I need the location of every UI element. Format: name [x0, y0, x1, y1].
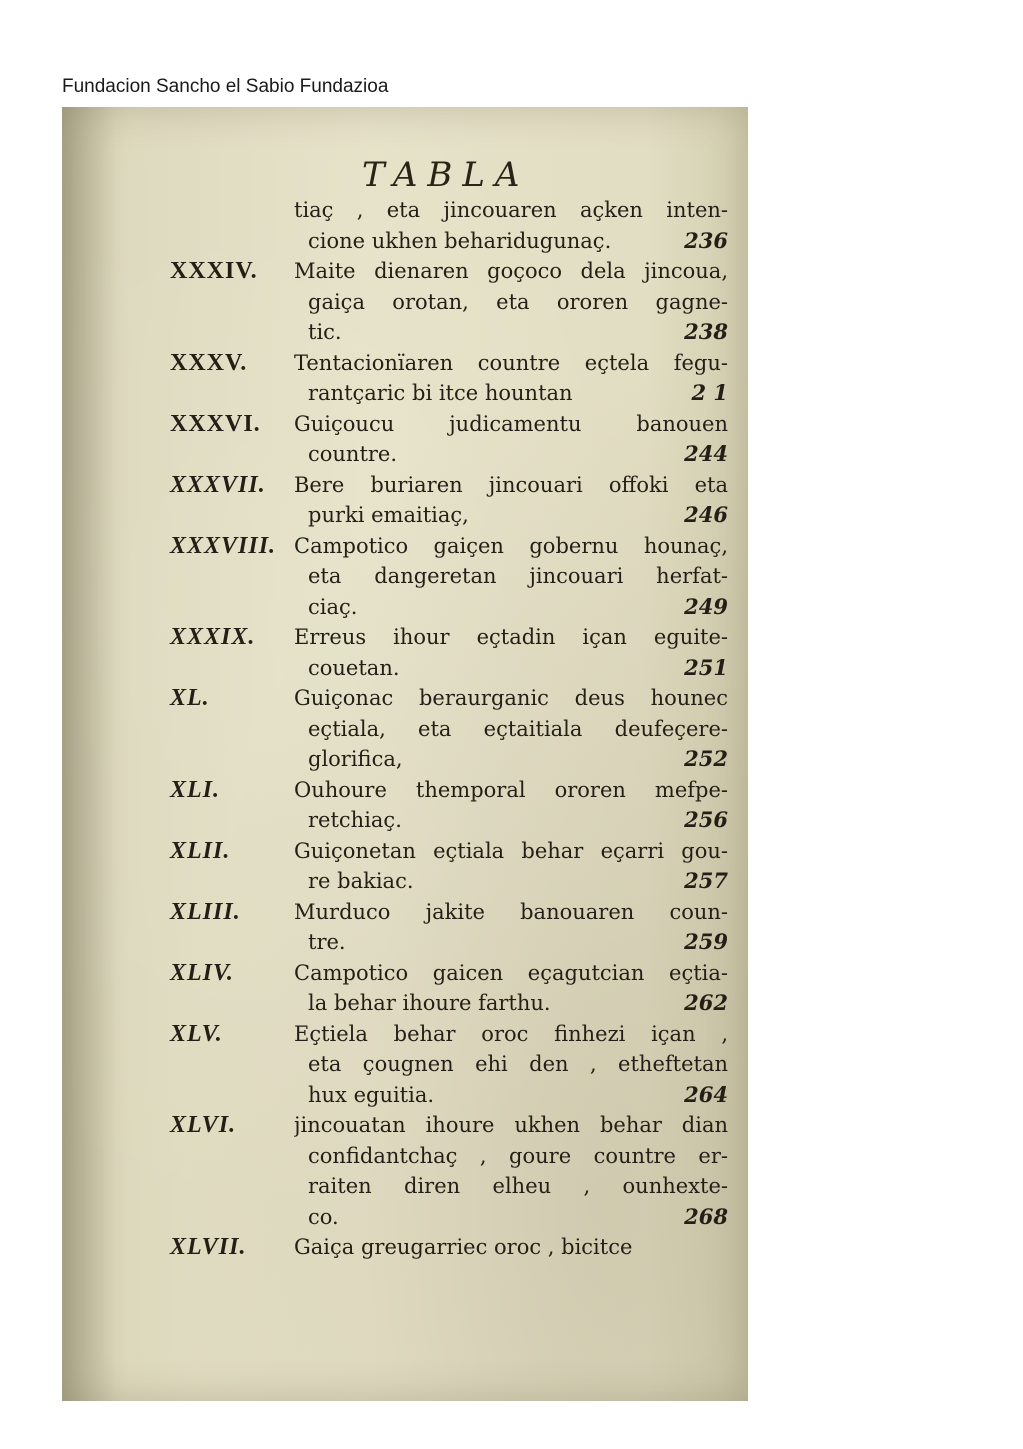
chapter-title [294, 409, 728, 470]
title-line: raiten diren elheu , ounhexte- [308, 1174, 728, 1198]
title-line: eçtiala, eta eçtaitiala deufeçere- [308, 716, 728, 741]
chapter-numeral: XXXIV. [170, 258, 258, 284]
toc-entry [62, 1019, 748, 1111]
page-number: 256 [684, 807, 728, 832]
chapter-title [294, 897, 728, 958]
title-line: countre. 244 [294, 439, 728, 470]
title-line: eta dangeretan jincouari herfat- [308, 564, 728, 588]
title-line: tre. 259 [294, 927, 728, 958]
title-line: Guiçonac beraurganic deus hounec [294, 686, 728, 710]
toc-entry [62, 531, 748, 623]
title-line: purki emaitiaç, 246 [294, 500, 728, 531]
chapter-numeral: XLI. [170, 776, 221, 803]
title-line: tic. 238 [294, 317, 728, 348]
chapter-numeral: XXXVII. [170, 471, 266, 498]
title-line: Guiçonetan eçtiala behar eçarri gou- [294, 838, 728, 863]
toc-entry [62, 470, 748, 531]
title-line: Gaiça greugarriec oroc , bicitce [294, 1235, 633, 1259]
title-line: confidantchaç , goure countre er- [308, 1143, 728, 1168]
page-number: 246 [684, 502, 728, 527]
chapter-title [294, 836, 728, 897]
toc-entry [62, 836, 748, 897]
title-line: Murduco jakite banouaren coun- [294, 899, 728, 924]
toc-entry [62, 348, 748, 409]
toc-entry [62, 897, 748, 958]
title-line: la behar ihoure farthu. 262 [294, 988, 728, 1019]
title-line: rantçaric bi itce hountan 2 1 [294, 378, 728, 409]
chapter-numeral: XXXVIII. [170, 532, 277, 559]
chapter-numeral: XLIII. [170, 898, 241, 925]
page-number: 264 [684, 1081, 728, 1107]
source-header: Fundacion Sancho el Sabio Fundazioa [62, 76, 389, 97]
toc-entry [62, 622, 748, 683]
title-line: glorifica, 252 [294, 744, 728, 775]
chapter-numeral: XXXVI. [170, 410, 261, 437]
chapter-title [294, 1110, 728, 1232]
title-line: Campotico gaicen eçagutcian eçtia- [294, 960, 728, 985]
page-number: 268 [684, 1203, 728, 1229]
title-line: Bere buriaren jincouari offoki eta [294, 472, 728, 497]
page-number: 249 [684, 593, 728, 619]
chapter-numeral: XLVII. [170, 1234, 247, 1260]
chapter-title [294, 1232, 728, 1263]
toc-entries [62, 195, 748, 1263]
page-number: 244 [684, 441, 728, 466]
chapter-title [294, 348, 728, 409]
title-line: tiaç , eta jincouaren açken inten- [294, 198, 728, 222]
chapter-title [294, 531, 728, 623]
title-line: retchiaç. 256 [294, 805, 728, 836]
toc-entry [62, 958, 748, 1019]
title-line: gaiça orotan, eta ororen gagne- [308, 289, 728, 314]
toc-entry [62, 1110, 748, 1232]
title-line: re bakiac. 257 [294, 866, 728, 897]
chapter-numeral: XLV. [170, 1020, 223, 1047]
chapter-numeral: XXXV. [170, 349, 248, 376]
page-title: TABLA [362, 155, 530, 195]
chapter-title [294, 622, 728, 683]
chapter-title [294, 1019, 728, 1111]
chapter-numeral: XXXIX. [170, 624, 256, 650]
title-line: jincouatan ihoure ukhen behar dian [294, 1113, 728, 1137]
toc-entry [62, 409, 748, 470]
chapter-title [294, 775, 728, 836]
title-line: co. 268 [294, 1202, 728, 1233]
toc-entry [62, 195, 748, 256]
toc-entry [62, 1232, 748, 1263]
title-line: Eçtiela behar oroc finhezi içan , [294, 1021, 728, 1046]
toc-entry [62, 683, 748, 775]
chapter-numeral: XLII. [170, 837, 231, 864]
title-line: Erreus ihour eçtadin içan eguite- [294, 625, 728, 649]
chapter-title [294, 256, 728, 348]
title-line: Maite dienaren goçoco dela jincoua, [294, 259, 728, 283]
page-number: 262 [684, 990, 728, 1015]
title-line: Campotico gaiçen gobernu hounaç, [294, 533, 728, 558]
chapter-title [294, 683, 728, 775]
chapter-numeral: XL. [170, 685, 210, 711]
title-line: couetan. 251 [294, 653, 728, 684]
title-line: eta çougnen ehi den , etheftetan [308, 1052, 728, 1076]
scanned-page [62, 107, 748, 1401]
chapter-numeral: XLIV. [170, 959, 234, 986]
chapter-title [294, 470, 728, 531]
page-number: 251 [684, 654, 728, 680]
page-number: 252 [684, 746, 728, 771]
title-line: hux eguitia. 264 [294, 1080, 728, 1111]
title-line: Tentacionïaren countre eçtela fegu- [294, 350, 728, 375]
title-line: Guiçoucu judicamentu banouen [294, 411, 728, 436]
page-number: 259 [684, 929, 728, 954]
title-line: ciaç. 249 [294, 592, 728, 623]
page-number: 236 [684, 227, 728, 253]
page-number: 2 1 [691, 380, 728, 405]
chapter-numeral: XLVI. [170, 1112, 237, 1138]
chapter-title [294, 195, 728, 256]
title-line: cione ukhen beharidugunaç. 236 [294, 226, 728, 257]
toc-entry [62, 256, 748, 348]
title-line: Ouhoure themporal ororen mefpe- [294, 777, 728, 802]
chapter-title [294, 958, 728, 1019]
toc-entry [62, 775, 748, 836]
page-number: 257 [684, 868, 728, 893]
page-number: 238 [684, 319, 728, 344]
